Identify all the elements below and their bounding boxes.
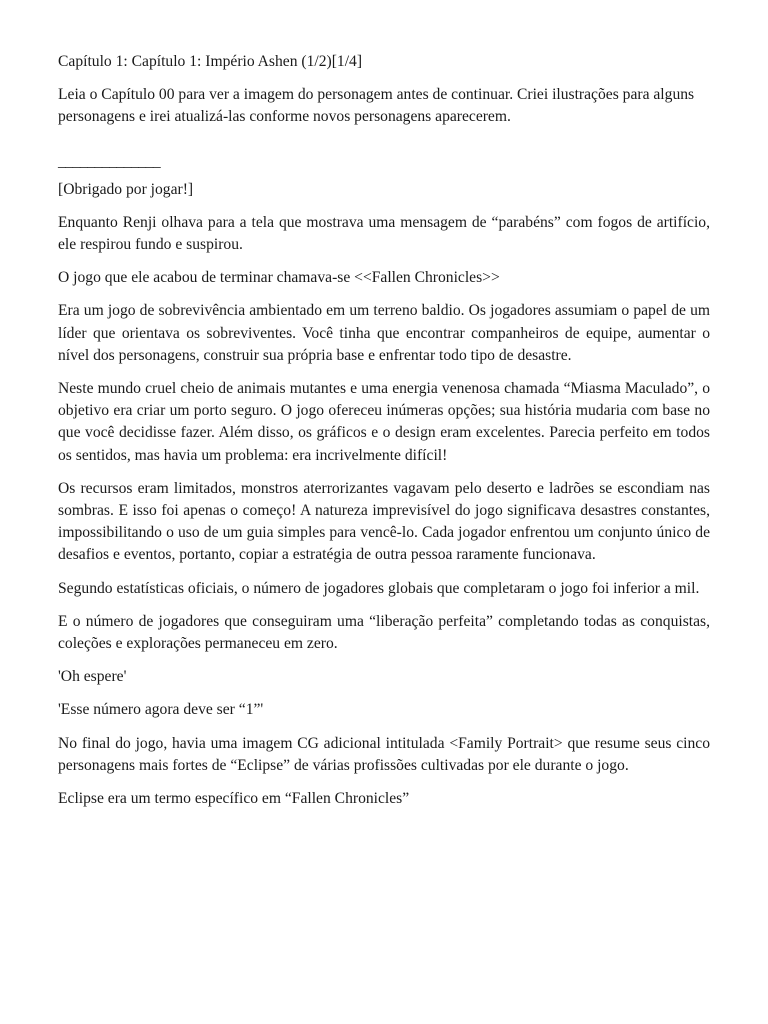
paragraph-oh-wait: 'Oh espere' [58,668,127,686]
chapter-title: Capítulo 1: Capítulo 1: Império Ashen (1/2)[1/4] [58,53,363,70]
paragraph-eclipse: Eclipse era um termo específico em “Fallen Chronicles” [58,790,410,808]
intro-note: Leia o Capítulo 00 para ver a imagem do personagem antes de continuar. Criei ilustrações para alguns personagens e irei atualizá-las conforme novos personagens aparecerem. [58,86,695,126]
paragraph-renji: Enquanto Renji olhava para a tela que mostrava uma mensagem de “parabéns” com fogos de artifício, ele respirou fundo e suspirou. [58,213,710,254]
paragraph-statistics: Segundo estatísticas oficiais, o número de jogadores globais que completaram o jogo foi inferior a mil. [58,579,700,597]
paragraph-number-one: 'Esse número agora deve ser “1”' [58,701,264,719]
paragraph-family-portrait: No final do jogo, havia uma imagem CG adicional intitulada <Family Portrait> que resume seus cinco personagens mais fortes de “Eclipse” de várias profissões cultivadas por ele durante o jogo. [58,734,710,774]
separator-text: ______________ [58,152,161,170]
paragraph-resources: Os recursos eram limitados, monstros aterrorizantes vagavam pelo deserto e ladrões se escondiam nas sombras. E isso foi apenas o começo! A natureza imprevisível do jogo significava desastres constantes, impossibilitando o uso de um guia simples para vencê-lo. Cada jogador enfrentou um conjunto único de desafios e eventos, portanto, copiar a estratégia de outra pessoa raramente funcionava. [58,479,710,564]
paragraph-perfect-clear: E o número de jogadores que conseguiram uma “liberação perfeita” completando todas as conquistas, coleções e explorações permaneceu em zero. [58,612,710,653]
document-page [58,51,710,821]
paragraph-game-name: O jogo que ele acabou de terminar chamava-se <<Fallen Chronicles>> [58,269,500,287]
paragraph-cruel-world: Neste mundo cruel cheio de animais mutantes e uma energia venenosa chamada “Miasma Maculado”, o objetivo era criar um porto seguro. O jogo ofereceu inúmeras opções; sua história mudaria com base no que você decidisse fazer. Além disso, os gráficos e o design eram excelentes. Parecia perfeito em todos os sentidos, mas havia um problema: era incrivelmente difícil! [58,380,710,464]
paragraph-thanks: [Obrigado por jogar!] [58,180,194,198]
paragraph-game-description: Era um jogo de sobrevivência ambientado em um terreno baldio. Os jogadores assumiam o papel de um líder que orientava os sobreviventes. Você tinha que encontrar companheiros de equipe, aumentar o nível dos personagens, construir sua própria base e enfrentar todo tipo de desastre. [58,302,710,364]
